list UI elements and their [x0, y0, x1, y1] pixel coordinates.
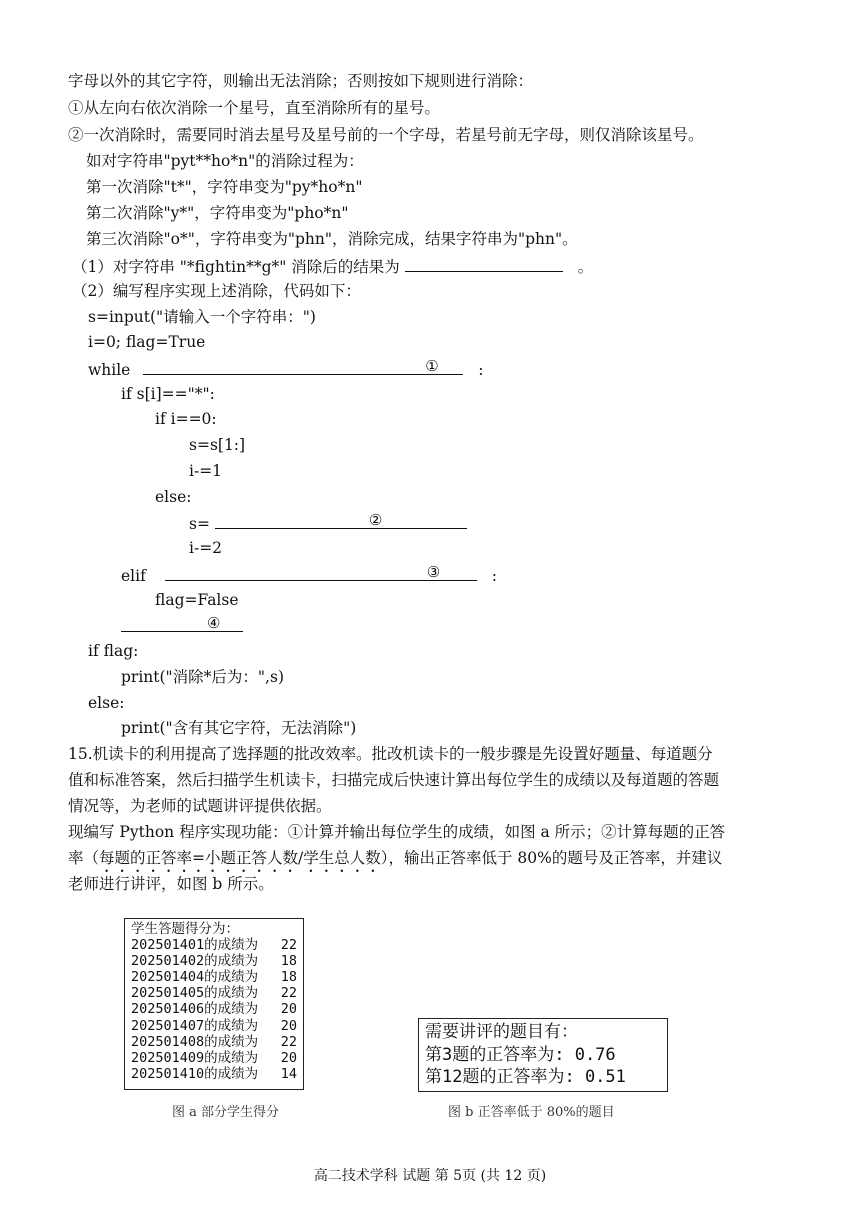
elif-keyword: elif	[121, 567, 146, 585]
student-score: 22	[280, 1033, 297, 1050]
blank-4-marker: ④	[207, 614, 221, 632]
code-line-if-flag: if flag:	[88, 642, 139, 660]
while-keyword: while	[88, 361, 131, 379]
figure-b-line: 第12题的正答率为: 0.51	[425, 1067, 626, 1087]
example-step-2: 第二次消除"y*"，字符串变为"pho*n"	[86, 204, 349, 222]
code-line-flag-false: flag=False	[155, 591, 239, 609]
figure-a-header: 学生答题得分为：	[131, 921, 239, 937]
student-label: 202501407的成绩为	[131, 1017, 259, 1034]
student-label: 202501405的成绩为	[131, 985, 259, 1002]
figure-b-output	[418, 1018, 668, 1092]
paragraph-line: 字母以外的其它字符，则输出无法消除；否则按如下规则进行消除：	[68, 72, 534, 90]
code-line-print-result: print("消除*后为：",s)	[121, 668, 284, 686]
code-line-else-2: else:	[88, 694, 125, 712]
code-line-elif	[121, 564, 497, 586]
line5-end: ），输出正答率低于 80%的题号及正答率，并建议	[380, 849, 723, 867]
code-blank-3[interactable]	[165, 564, 477, 581]
example-intro: 如对字符串"pyt**ho*n"的消除过程为：	[86, 152, 364, 170]
code-line-else: else:	[155, 488, 192, 506]
student-score: 22	[280, 985, 297, 1002]
student-score: 14	[280, 1065, 297, 1082]
score-row	[131, 1050, 297, 1066]
student-label: 202501410的成绩为	[131, 1065, 259, 1082]
student-score: 20	[280, 1049, 297, 1066]
student-score: 22	[280, 937, 297, 954]
student-label: 202501406的成绩为	[131, 1001, 259, 1018]
question-2-intro: （2）编写程序实现上述消除，代码如下：	[72, 282, 361, 300]
code-line-if-zero: if i==0:	[155, 410, 217, 428]
student-score: 18	[280, 969, 297, 986]
example-step-1: 第一次消除"t*"，字符串变为"py*ho*n"	[86, 178, 363, 196]
code-line-assign	[189, 512, 467, 534]
code-blank-2[interactable]	[215, 512, 467, 529]
score-row	[131, 1018, 297, 1034]
student-label: 202501409的成绩为	[131, 1049, 259, 1066]
rule-1: ①从左向右依次消除一个星号，直至消除所有的星号。	[68, 99, 441, 117]
figure-a-caption: 图 a 部分学生得分	[172, 1105, 280, 1120]
score-row	[131, 985, 297, 1001]
student-label: 202501408的成绩为	[131, 1033, 259, 1050]
figure-b-line: 需要讲评的题目有：	[425, 1022, 578, 1042]
answer-blank-q1[interactable]	[405, 255, 563, 272]
question-1-text: （1）对字符串 "*fightin**g*" 消除后的结果为	[72, 258, 400, 276]
blank-3-marker: ③	[426, 563, 441, 581]
line5-start: 率（	[68, 849, 100, 867]
student-label: 202501404的成绩为	[131, 969, 259, 986]
blank-2-marker: ②	[368, 511, 383, 529]
rule-2: ②一次消除时，需要同时消去星号及星号前的一个字母，若星号前无字母，则仅消除该星号。	[68, 126, 704, 144]
correct-rate-formula: 每题的正答率=小题正答人数/学生总人数	[99, 849, 381, 867]
student-label: 202501402的成绩为	[131, 953, 259, 970]
question-15-line: 情况等，为老师的试题讲评提供依据。	[68, 797, 332, 815]
while-colon: :	[478, 361, 484, 379]
code-line-if-star: if s[i]=="*":	[121, 385, 215, 403]
question-15-line: 老师进行讲评，如图 b 所示。	[68, 875, 274, 893]
code-line-while	[88, 358, 483, 380]
question-15-line	[68, 848, 722, 876]
page-footer: 高二技术学科 试题 第 5页 (共 12 页)	[313, 1168, 547, 1184]
question-15-line: 15.机读卡的利用提高了选择题的批改效率。批改机读卡的一般步骤是先设置好题量、每道题分	[68, 745, 713, 763]
code-blank-1[interactable]	[143, 358, 463, 375]
student-score: 20	[280, 1001, 297, 1018]
code-line-decrement-2: i-=2	[189, 539, 223, 557]
student-score: 18	[280, 953, 297, 970]
question-15-line: 现编写 Python 程序实现功能：①计算并输出每位学生的成绩，如图 a 所示；②计算每题的正答	[68, 823, 726, 841]
example-step-3: 第三次消除"o*"，字符串变为"phn"，消除完成，结果字符串为"phn"。	[86, 230, 578, 248]
elif-colon: :	[491, 567, 497, 585]
figure-b-caption: 图 b 正答率低于 80%的题目	[448, 1105, 615, 1120]
figure-b-line: 第3题的正答率为: 0.76	[425, 1044, 616, 1065]
code-line-slice: s=s[1:]	[189, 436, 246, 454]
blank-1-marker: ①	[425, 357, 439, 375]
code-line-decrement-1: i-=1	[189, 462, 223, 480]
score-row	[131, 953, 297, 969]
score-row	[131, 1001, 297, 1017]
code-line-init: i=0; flag=True	[88, 333, 206, 351]
score-row	[131, 1034, 297, 1050]
score-row	[131, 937, 297, 953]
code-line-blank-4	[121, 615, 243, 637]
assign-prefix: s=	[189, 515, 210, 533]
code-line-print-error: print("含有其它字符，无法消除")	[121, 719, 357, 737]
student-score: 20	[280, 1017, 297, 1034]
figure-a-rows	[131, 937, 297, 1082]
question-15-line: 值和标准答案，然后扫描学生机读卡，扫描完成后快速计算出每位学生的成绩以及每道题的答题	[68, 771, 720, 789]
question-1-end: 。	[577, 258, 594, 276]
figure-a-output	[124, 918, 304, 1090]
score-row	[131, 969, 297, 985]
student-label: 202501401的成绩为	[131, 937, 259, 954]
code-line-input: s=input("请输入一个字符串：")	[88, 308, 316, 326]
score-row	[131, 1066, 297, 1082]
code-blank-4[interactable]	[121, 615, 243, 632]
question-1	[72, 255, 593, 277]
